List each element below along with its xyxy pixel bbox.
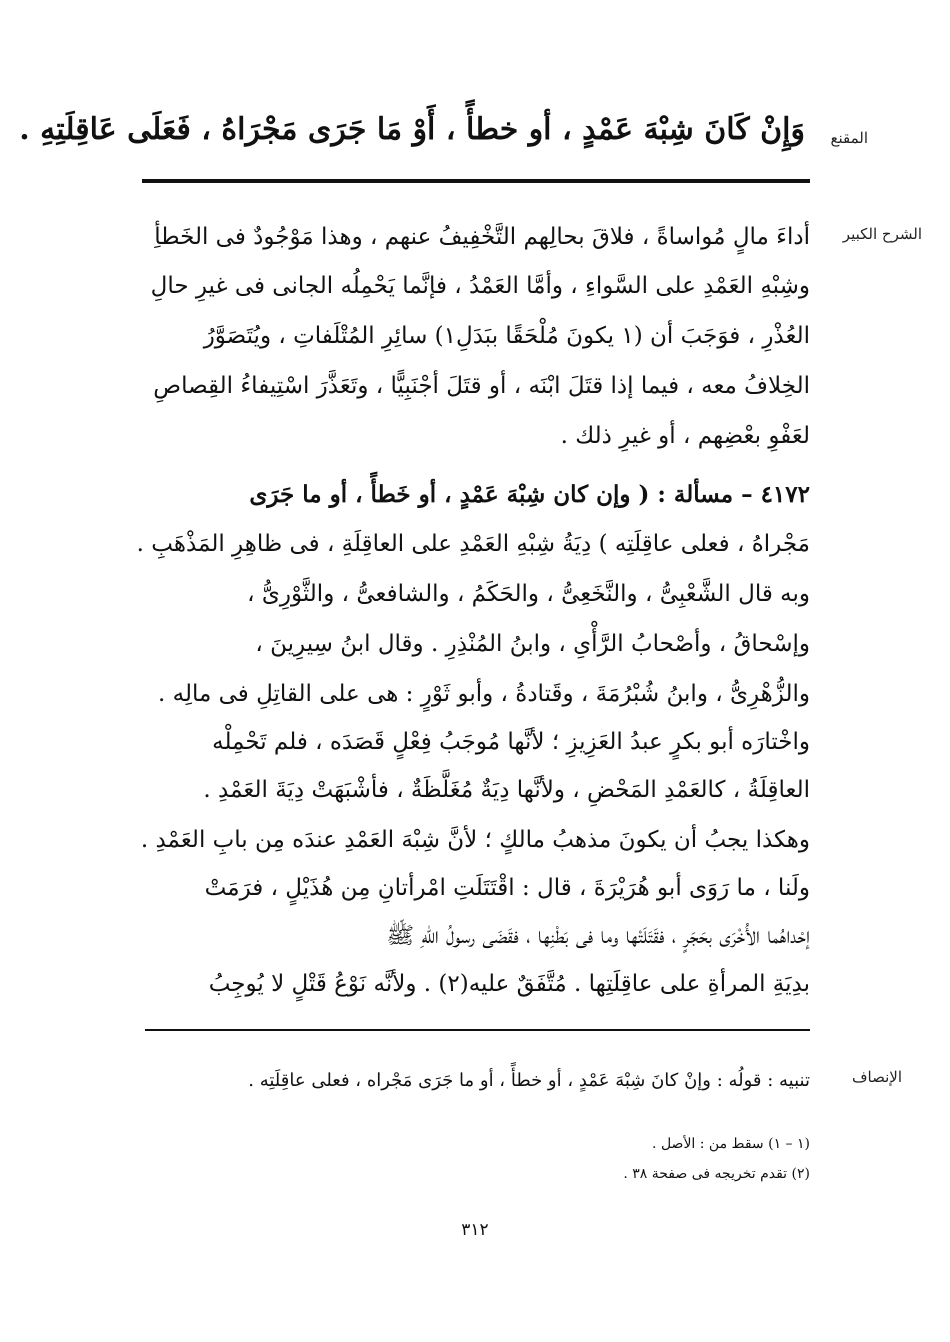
sharh-line: ولَنا ، ما رَوَى أبو هُرَيْرَةَ ، قال : اقْتَتَلَتِ امْرأتانِ مِن هُذَيْلٍ ، فرَمَتْ [204, 875, 810, 901]
insaf-text: تنبيه : قولُه : وإنْ كانَ شِبْهَ عَمْدٍ ، أو خطأً ، أو ما جَرَى مَجْراه ، فعلى عاقِلَتِه . [248, 1070, 810, 1091]
masala-heading: ٤١٧٢ – مسألة : ( وإن كان شِبْهَ عَمْدٍ ، أو خَطأً ، أو ما جَرَى [249, 481, 810, 508]
footnote-2: (٢) تقدم تخريجه فى صفحة ٣٨ . [623, 1166, 810, 1182]
sharh-line: واخْتارَه أبو بكرٍ عبدُ العَزِيزِ ؛ لأنَّها مُوجَبُ فِعْلٍ قَصَدَه ، فلم تَحْمِلْه [212, 729, 810, 755]
sharh-line: والزُّهْرِىُّ ، وابنُ شُبْرُمَةَ ، وقَتادةُ ، وأبو ثَوْرٍ : هى على القاتِلِ فى مالِه . [158, 681, 810, 707]
page-number: ٣١٢ [461, 1220, 489, 1240]
sharh-line: وهكذا يجبُ أن يكونَ مذهبُ مالكٍ ؛ لأنَّ شِبْهَ العَمْدِ عندَه مِن بابِ العَمْدِ . [140, 827, 810, 853]
sharh-line: أداءَ مالٍ مُواساةً ، فلاقَ بحالِهم التَّخْفِيفُ عنهم ، وهذا مَوْجُودٌ فى الخَطأِ [154, 224, 810, 250]
insaf-divider [145, 1029, 810, 1031]
sharh-line: العُذْرِ ، فوَجَبَ أن (١ يكونَ مُلْحَقًا ببَدَلِ١) سائِرِ المُتْلَفاتِ ، ويُتَصَوَّرُ [203, 323, 810, 349]
sharh-line: العاقِلَةُ ، كالعَمْدِ المَحْضِ ، ولأنَّها دِيَةٌ مُغَلَّظَةٌ ، فأشْبَهَتْ دِيَةَ العَمْدِ . [203, 777, 810, 803]
sharh-line: وبه قال الشَّعْبِىُّ ، والنَّخَعِىُّ ، والحَكَمُ ، والشافعىُّ ، والثَّوْرِىُّ ، [247, 581, 810, 607]
footnote-1: (١ – ١) سقط من : الأصل . [652, 1136, 810, 1152]
matn-divider [142, 179, 810, 183]
sharh-line: مَجْراهُ ، فعلى عاقِلَتِه ) دِيَةُ شِبْهِ العَمْدِ على العاقِلَةِ ، فى ظاهِرِ المَذْهَبِ . [136, 531, 810, 557]
label-sharh-kabir: الشرح الكبير [842, 225, 922, 243]
sharh-line: بدِيَةِ المرأةِ على عاقِلَتِها . مُتَّفَقٌ عليه(٢) . ولأنَّه نَوْعُ قَتْلٍ لا يُوجِبُ [208, 971, 810, 997]
sharh-line: الخِلافُ معه ، فيما إذا قتَلَ ابْنَه ، أو قتَلَ أجْنَبِيًّا ، وتَعَذَّرَ اسْتِيفاءُ القِصاصِ [153, 373, 810, 399]
label-insaf: الإنصاف [851, 1068, 902, 1086]
sharh-line: لعَفْوِ بعْضِهم ، أو غيرِ ذلك . [560, 423, 810, 449]
label-muqni: المقنع [830, 129, 868, 147]
sharh-line: وإسْحاقُ ، وأصْحابُ الرَّأْىِ ، وابنُ المُنْذِرِ . وقال ابنُ سِيرِينَ ، [255, 631, 810, 657]
sharh-line: وشِبْهِ العَمْدِ على السَّواءِ ، وأمَّا العَمْدُ ، فإنَّما يَحْمِلُه الجانى فى غيرِ حالِ [150, 273, 810, 299]
sharh-line: إحْداهُما الأُخْرَى بحَجَرٍ ، فقَتَلَتْها وما فى بَطْنِها ، فقَضَى رسولُ اللهِ ﷺ [386, 923, 810, 949]
matn-text: وَإِنْ كَانَ شِبْهَ عَمْدٍ ، أو خطأً ، أَوْ مَا جَرَى مَجْرَاهُ ، فَعَلَى عَاقِلَتِهِ . [19, 112, 805, 147]
